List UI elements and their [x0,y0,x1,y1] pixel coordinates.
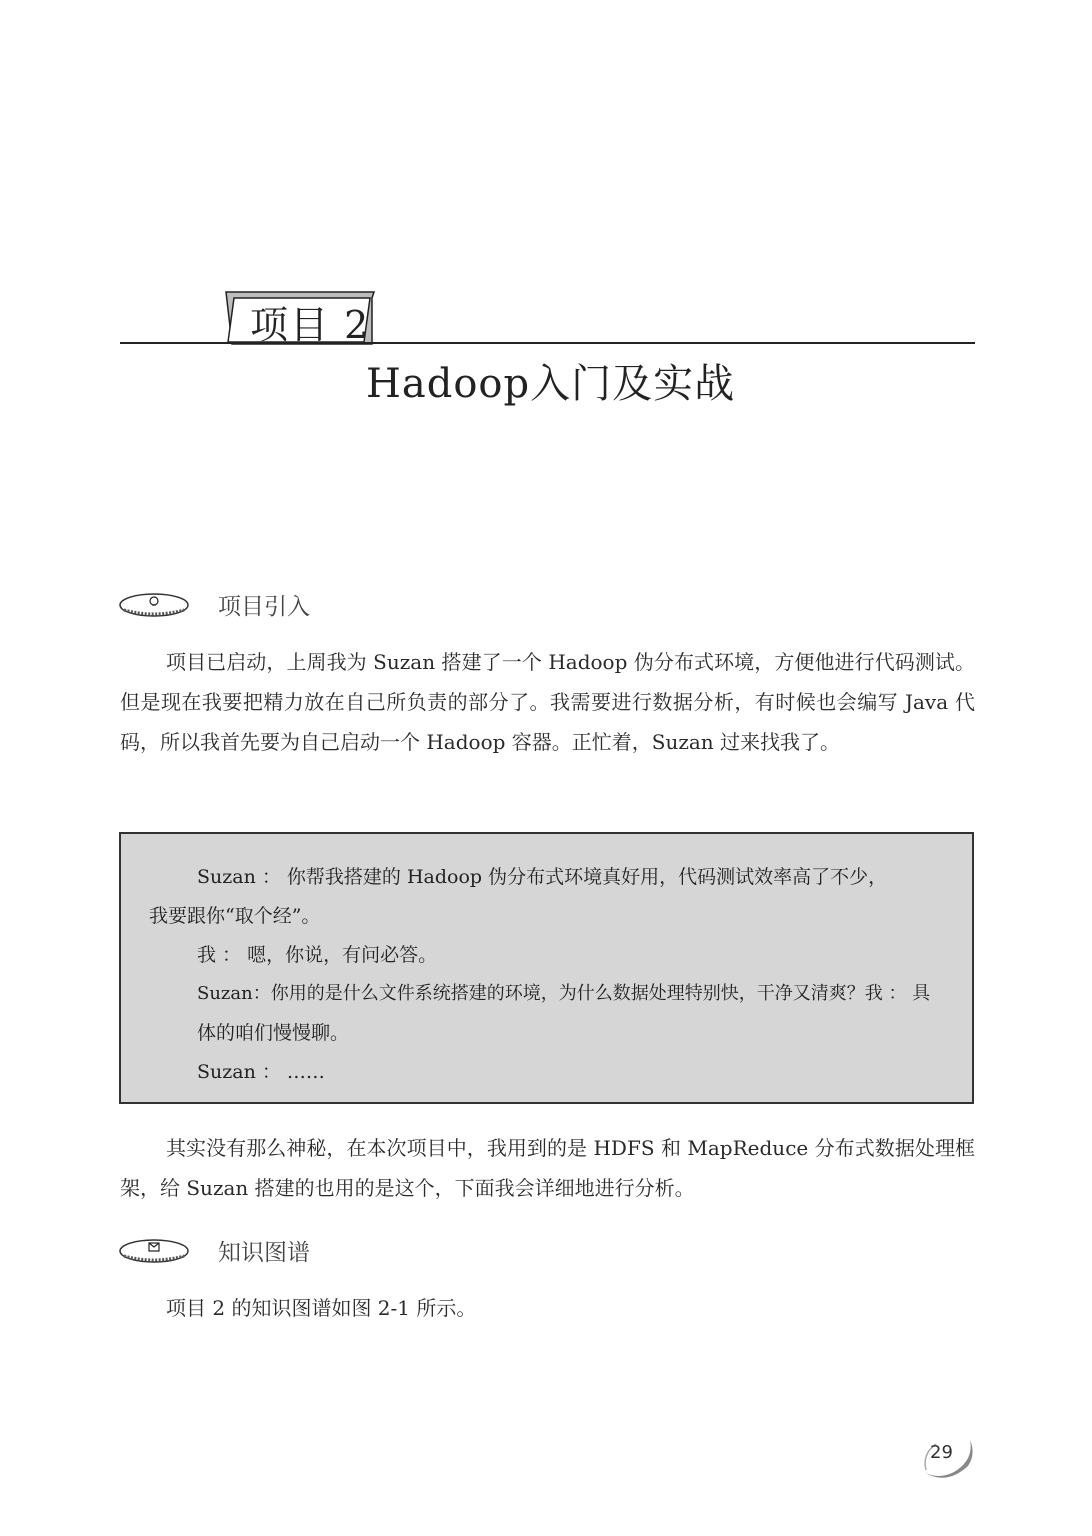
page-number: 29 [930,1442,953,1463]
dialog-box [119,832,974,1104]
dialog-line: 体的咱们慢慢聊。 [197,1022,350,1044]
page-number-badge [918,1432,976,1484]
section-title: 项目引入 [218,594,310,620]
lightbulb-badge-icon [118,592,190,622]
header-rule [120,342,975,344]
dialog-line: Suzan ： …… [197,1061,325,1083]
section-intro [118,588,418,624]
analysis-paragraph: 其实没有那么神秘，在本次项目中，我用到的是 HDFS 和 MapReduce 分布式数据处理框架，给 Suzan 搭建的也用的是这个，下面我会详细地进行分析。 [120,1136,975,1200]
project-label: 项目 2 [250,303,371,347]
envelope-badge-icon [118,1238,190,1268]
dialog-line: 我 ： 嗯，你说，有问必答。 [197,944,438,966]
chapter-title: Hadoop入门及实战 [366,361,736,407]
section-knowledge [118,1234,418,1270]
section-title: 知识图谱 [218,1240,310,1266]
dialog-line: Suzan：你用的是什么文件系统搭建的环境，为什么数据处理特别快，干净又清爽？我 ： 具 [197,983,931,1004]
dialog-line: Suzan ： 你帮我搭建的 Hadoop 伪分布式环境真好用，代码测试效率高了不少， [197,866,888,888]
dialog-line: 我要跟你“取个经”。 [149,905,321,927]
intro-paragraph: 项目已启动，上周我为 Suzan 搭建了一个 Hadoop 伪分布式环境，方便他进行代码测试。但是现在我要把精力放在自己所负责的部分了。我需要进行数据分析，有时候也会编写 Java 代码，所以我首先要为自己启动一个 Hadoop 容器。正忙着，Suzan 过来找我了。 [120,650,975,754]
knowledge-paragraph: 项目 2 的知识图谱如图 2-1 所示。 [166,1296,477,1320]
